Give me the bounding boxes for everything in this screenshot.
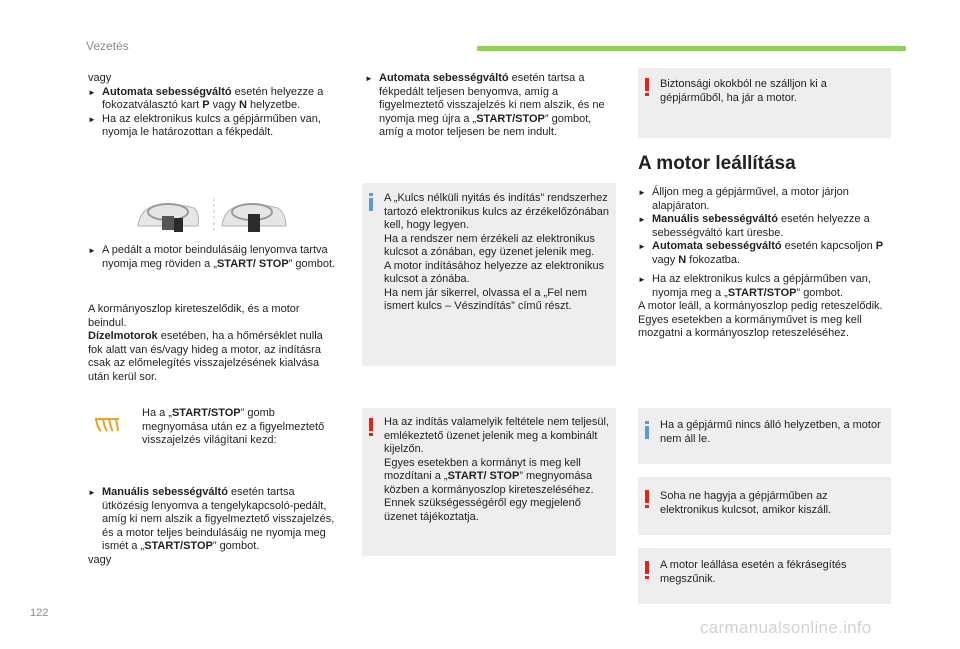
start-warning-box: Ha az indítás valamelyik feltétele nem teljesül, emlékeztető üzenet jelenik meg a kombinált kijelzőn. Egyes esetekben a kormányt is meg kell mozdítani a „START/ STOP” megnyomása közben a kormányoszlop kireteszeléséhez. Ennek szükségességéről egy megjelenő üzenet tájékoztatja. <box>362 408 616 556</box>
glow-plug-icon <box>94 417 120 433</box>
steering-unlock-block: A kormányoszlop kireteszelődik, és a motor beindul. Dízelmotorok esetében, ha a hőmérséklet nulla fok alatt van és/vagy hideg a motor, az indításra csak az előmelegítés visszajelzésének kialvása után kerül sor. <box>88 303 323 383</box>
not-stationary-info-box: Ha a gépjármű nincs álló helyzetben, a motor nem áll le. <box>638 408 891 464</box>
warning-icon <box>645 561 649 579</box>
col2-auto-item: ► Automata sebességváltó esetén tartsa a fékpedált teljesen benyomva, amíg a figyelmeztető visszajelzés ki nem alszik, és ne nyomja meg újra a „START/STOP” gombot, amíg a motor teljesen be nem indult. <box>365 72 605 140</box>
or-text: vagy <box>88 72 112 84</box>
glow-plug-note: Ha a „START/STOP” gomb megnyomása után ez a figyelmeztető visszajelzés világítani kezd: <box>142 407 325 446</box>
watermark: carmanualsonline.info <box>700 618 872 637</box>
warning-icon <box>645 78 649 96</box>
page-number: 122 <box>30 607 49 619</box>
stop-procedure-list: ► Álljon meg a gépjárművel, a motor járjon alapjáraton. ► Manuális sebességváltó esetén helyezze a sebességváltó kart üresbe. ► Automata sebességváltó esetén kapcsoljon P vagy N fokozatba. ► Ha az elektronikus kulcs a gépjárműben van, nyomja meg a „START/STOP” gombot. A motor leáll, a kormányoszlop pedig reteszelődik. Egyes esetekben a kormányművet is meg kell mozgatni a kormányoszlop reteszeléséhez. <box>638 186 894 341</box>
manual-gearbox-block: ► Manuális sebességváltó esetén tartsa ütközésig lenyomva a tengelykapcsoló-pedált, amíg ki nem alszik a figyelmeztető visszajelzés, és a motor teljes beindulásáig ne nyomja meg ismét a „START/STOP” gombot. vagy <box>88 486 340 567</box>
list-item: ► Manuális sebességváltó esetén helyezze a sebességváltó kart üresbe. <box>638 213 894 240</box>
safety-warning-box: Biztonsági okokból ne szálljon ki a gépjárműből, ha jár a motor. <box>638 68 891 138</box>
col1-top-block <box>88 72 338 140</box>
steering-pedal-illustration <box>136 196 298 236</box>
list-item: ► Ha az elektronikus kulcs a gépjárműben van, nyomja meg a „START/STOP” gombot. <box>638 273 894 300</box>
warning-icon <box>645 490 649 508</box>
info-icon <box>369 193 373 211</box>
keyless-info-box: A „Kulcs nélküli nyitás és indítás” rendszerhez tartozó elektronikus kulcs az érzékelőzónában kell, hogy legyen. Ha a rendszer nem érzékeli az elektronikus kulcsot a zónában, egy üzenet jelenik meg. A motor indításához helyezze az elektronikus kulcsot a zónába. Ha nem jár sikerrel, olvassa el a „Fel nem ismert kulcs – Vészindítás” című részt. <box>362 183 616 366</box>
section-header: Vezetés <box>86 39 129 53</box>
pedal-start-item: ► A pedált a motor beindulásáig lenyomva tartva nyomja meg röviden a „START/ STOP” gombot. <box>88 244 338 271</box>
info-icon <box>645 421 649 439</box>
warning-icon <box>369 418 373 436</box>
list-item: ► Automata sebességváltó esetén kapcsoljon P vagy N fokozatba. <box>638 240 894 267</box>
auto-gearbox-item: ► Automata sebességváltó esetén helyezze a fokozatválasztó kart P vagy N helyzetbe. <box>88 86 338 113</box>
brake-assist-warning-box: A motor leállása esetén a fékrásegítés megszűnik. <box>638 548 891 604</box>
key-in-vehicle-item: ► Ha az elektronikus kulcs a gépjárműben van, nyomja le határozottan a fékpedált. <box>88 113 338 140</box>
list-item: ► Álljon meg a gépjárművel, a motor járjon alapjáraton. <box>638 186 894 213</box>
header-accent-bar <box>477 46 906 51</box>
key-left-warning-box: Soha ne hagyja a gépjárműben az elektronikus kulcsot, amikor kiszáll. <box>638 477 891 535</box>
section-title: A motor leállítása <box>638 153 796 174</box>
